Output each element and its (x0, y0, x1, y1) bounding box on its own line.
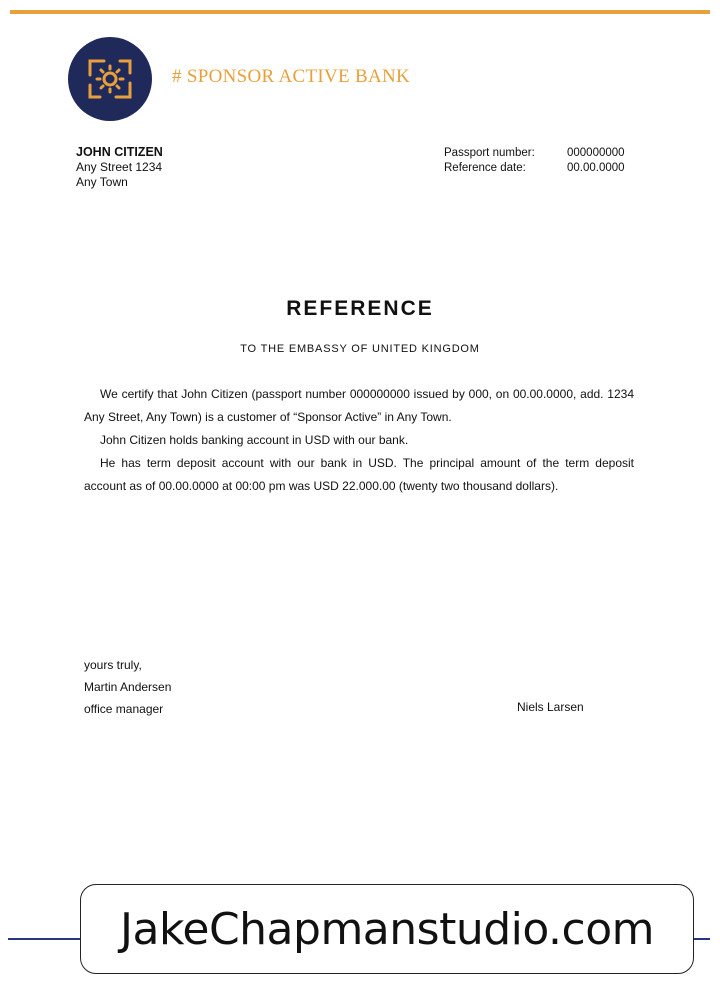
bank-name: # SPONSOR ACTIVE BANK (172, 66, 411, 87)
top-accent-rule (10, 10, 710, 14)
recipient-town: Any Town (76, 175, 128, 189)
closing-block (84, 654, 171, 720)
reference-date-value: 00.00.0000 (567, 162, 625, 174)
body-paragraph: He has term deposit account with our bank in USD. The principal amount of the term deposit account as of 00.00.0000 at 00:00 pm was USD 22.000.00 (twenty two thousand dollars). (84, 456, 634, 493)
document-title: REFERENCE (286, 297, 434, 320)
footer-rule-left (8, 938, 82, 940)
signer-name: Martin Andersen (84, 680, 172, 694)
letter-body (84, 383, 634, 498)
passport-value: 000000000 (567, 147, 625, 159)
signer-title: office manager (84, 702, 164, 716)
recipient-address (76, 145, 163, 190)
watermark-banner: JakeChapmanstudio.com (80, 884, 694, 974)
document-subtitle: TO THE EMBASSY OF UNITED KINGDOM (240, 343, 480, 355)
reference-date-label: Reference date: (444, 162, 526, 174)
sun-card-logo-icon (68, 37, 152, 121)
recipient-name: JOHN CITIZEN (76, 145, 163, 159)
reference-meta (444, 146, 625, 176)
passport-label: Passport number: (444, 147, 535, 159)
footer-rule-right (692, 938, 710, 940)
second-signer-name: Niels Larsen (517, 700, 584, 714)
body-paragraph: We certify that John Citizen (passport number 000000000 issued by 000, on 00.00.0000, add. 1234 Any Street, Any Town) is a customer of “Sponsor Active” in Any Town. (84, 387, 634, 424)
body-paragraph: John Citizen holds banking account in USD with our bank. (100, 433, 409, 447)
salutation: yours truly, (84, 658, 142, 672)
recipient-street: Any Street 1234 (76, 160, 163, 174)
